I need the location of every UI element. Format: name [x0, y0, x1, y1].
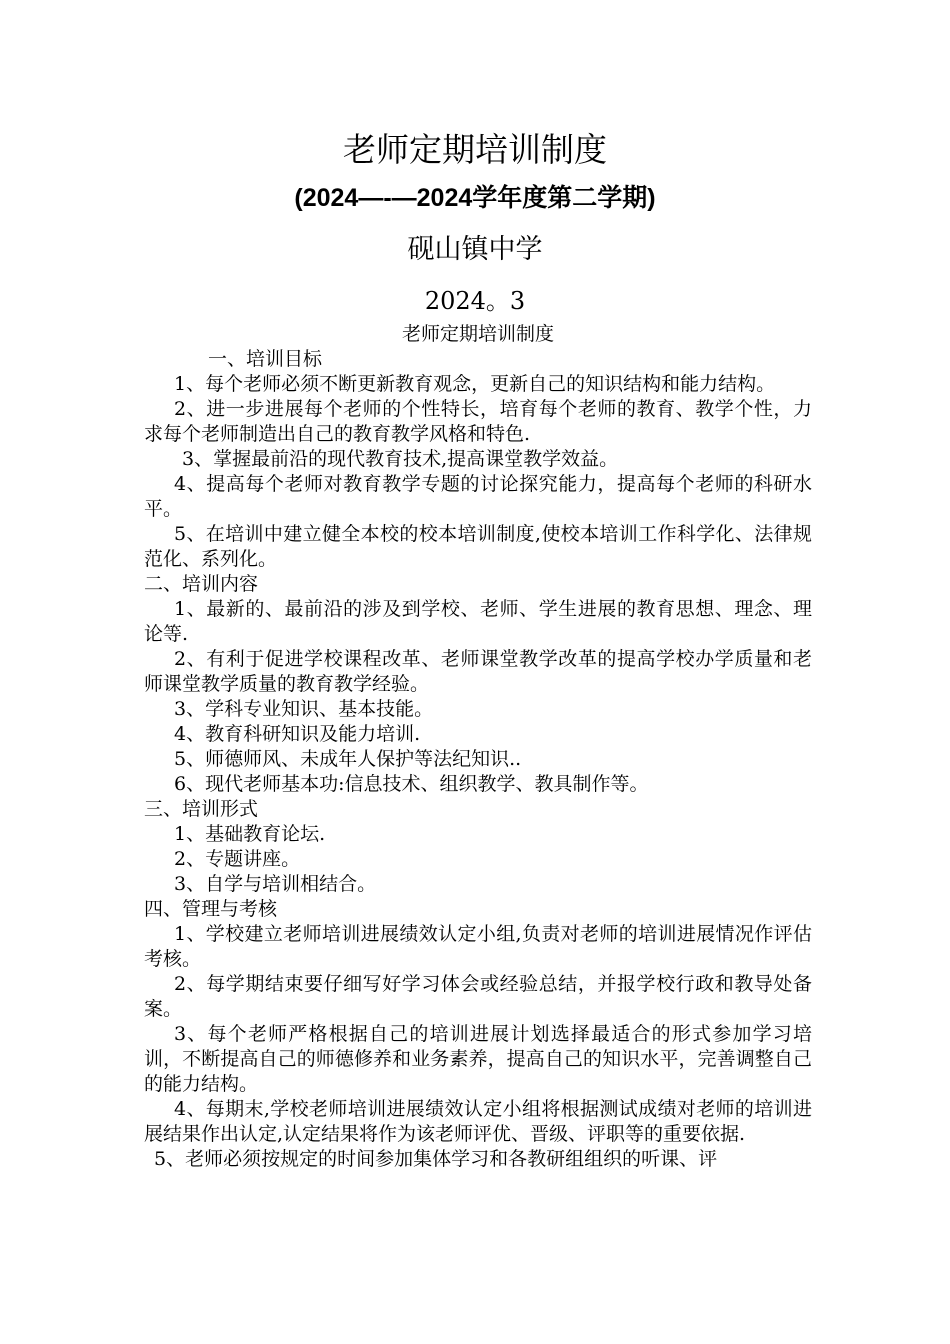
management-item: 1、学校建立老师培训进展绩效认定小组,负责对老师的培训进展情况作评估考核。: [144, 923, 812, 970]
management-item: 2、每学期结束要仔细写好学习体会或经验总结，并报学校行政和教导处备案。: [144, 973, 812, 1020]
goal-item: 2、进一步进展每个老师的个性特长，培育每个老师的教育、教学个性，力求每个老师制造出自己的教育教学风格和特色.: [144, 398, 812, 445]
content-item: 2、有利于促进学校课程改革、老师课堂教学改革的提高学校办学质量和老师课堂教学质量的教育教学经验。: [144, 648, 812, 695]
content-item: 5、师德师风、未成年人保护等法纪知识..: [174, 748, 522, 770]
management-item: 3、每个老师严格根据自己的培训进展计划选择最适合的形式参加学习培训，不断提高自己的师德修养和业务素养，提高自己的知识水平，完善调整自己的能力结构。: [144, 1023, 812, 1095]
school-name: 砚山镇中学: [407, 234, 543, 265]
goal-item: 1、每个老师必须不断更新教育观念，更新自己的知识结构和能力结构。: [174, 373, 776, 395]
content-item: 3、学科专业知识、基本技能。: [174, 698, 434, 720]
term-subtitle: (2024—-—2024学年度第二学期): [294, 184, 656, 212]
goal-item: 5、在培训中建立健全本校的校本培训制度,使校本培训工作科学化、法律规范化、系列化。: [144, 523, 812, 570]
section-heading-goals: 一、培训目标: [208, 348, 323, 370]
management-item: 5、老师必须按规定的时间参加集体学习和各教研组组织的听课、评: [154, 1148, 718, 1170]
section-heading-content: 二、培训内容: [144, 573, 259, 595]
document-date: 2024。3: [424, 287, 526, 315]
content-item: 6、现代老师基本功:信息技术、组织教学、教具制作等。: [174, 773, 649, 795]
body-title: 老师定期培训制度: [401, 323, 554, 345]
document-title: 老师定期培训制度: [343, 130, 607, 169]
section-heading-forms: 三、培训形式: [144, 798, 259, 820]
document-body: [144, 322, 812, 1172]
goal-item: 3、掌握最前沿的现代教育技术,提高课堂教学效益。: [182, 448, 619, 470]
management-item: 4、每期末,学校老师培训进展绩效认定小组将根据测试成绩对老师的培训进展结果作出认定,认定结果将作为该老师评优、晋级、评职等的重要依据.: [144, 1098, 812, 1145]
section-heading-management: 四、管理与考核: [144, 898, 278, 920]
form-item: 2、专题讲座。: [174, 848, 301, 870]
form-item: 3、自学与培训相结合。: [174, 873, 377, 895]
form-item: 1、基础教育论坛.: [174, 823, 326, 845]
content-item: 4、教育科研知识及能力培训.: [174, 723, 421, 745]
content-item: 1、最新的、最前沿的涉及到学校、老师、学生进展的教育思想、理念、理论等.: [144, 598, 812, 645]
goal-item: 4、提高每个老师对教育教学专题的讨论探究能力，提高每个老师的科研水平。: [144, 473, 812, 520]
